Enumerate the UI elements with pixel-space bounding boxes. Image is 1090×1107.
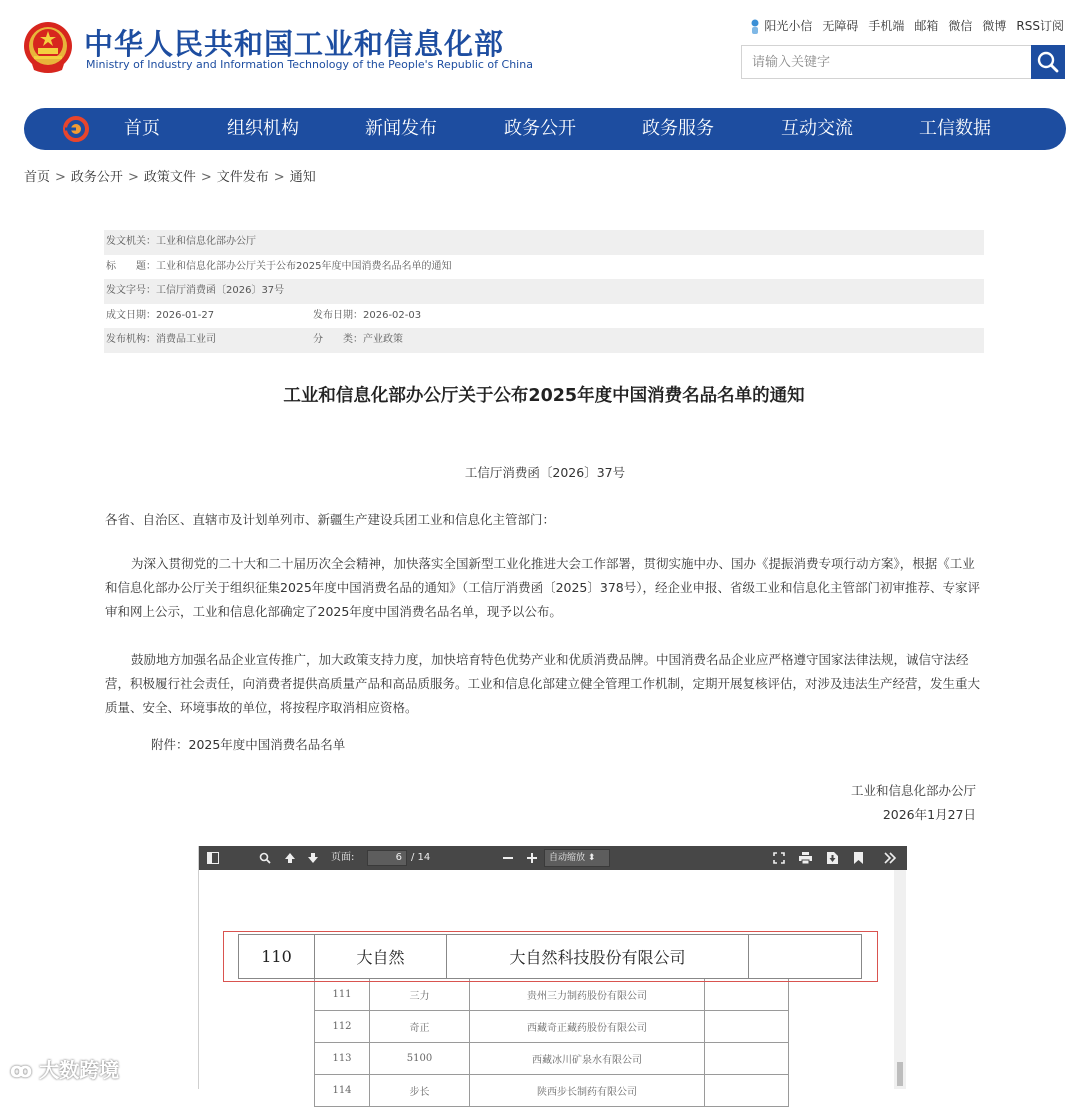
toplink-accessibility[interactable]: 无障碍 xyxy=(822,19,859,34)
print-button[interactable] xyxy=(799,846,812,870)
paragraph-1: 为深入贯彻党的二十大和二十届历次全会精神，加快落实全国新型工业化推进大会工作部署，贯彻实施中办、国办《提振消费专项行动方案》，根据《工业和信息化部办公厅关于组织征集2025年度中国消费名品的通知》（工信厅消费函〔2025〕378号），经企业申报、省级工业和信息化主管部门初审推荐、专家评审和网上公示，工业和信息化部确定了2025年度中国消费名品名单，现予以公布。 xyxy=(105,556,980,619)
highlighted-brand: 大自然 xyxy=(315,935,447,979)
breadcrumb-policy[interactable]: 政策文件 xyxy=(143,170,196,185)
meta-dates xyxy=(104,304,984,329)
nav-organization[interactable]: 组织机构 xyxy=(227,118,299,139)
prev-page-button[interactable] xyxy=(284,846,296,870)
plus-icon xyxy=(527,852,537,864)
table-row: 113 5100 西藏冰川矿泉水有限公司 xyxy=(315,1043,789,1075)
minus-icon xyxy=(503,852,513,864)
meta-created-date: 成文日期：2026-01-27 xyxy=(106,309,215,321)
highlighted-no: 110 xyxy=(239,935,315,979)
meta-category: 分 类：产业政策 xyxy=(313,334,403,345)
next-page-button[interactable] xyxy=(307,846,319,870)
highlighted-row-table xyxy=(238,934,862,979)
arrow-down-icon xyxy=(307,852,319,864)
highlighted-company: 大自然科技股份有限公司 xyxy=(447,935,749,979)
signature-date: 2026年1月27日 xyxy=(882,807,976,822)
page-label: 页面: xyxy=(331,852,355,863)
zoom-in-button[interactable] xyxy=(527,846,537,870)
watermark: ꝏ 大数跨境 xyxy=(10,1058,120,1082)
fullscreen-button[interactable] xyxy=(773,846,785,870)
main-nav xyxy=(24,108,1066,150)
toplink-sunshine[interactable]: 阳光小信 xyxy=(750,17,812,35)
ministry-logo-icon xyxy=(62,116,90,142)
salutation: 各省、自治区、直辖市及计划单列市、新疆生产建设兵团工业和信息化主管部门： xyxy=(105,512,556,527)
table-row: 112 奇正 西藏奇正藏药股份有限公司 xyxy=(315,1011,789,1043)
breadcrumb-releases[interactable]: 文件发布 xyxy=(216,170,269,185)
breadcrumb-gov-affairs[interactable]: 政务公开 xyxy=(70,170,123,185)
search-button[interactable] xyxy=(1031,45,1065,79)
double-chevron-right-icon xyxy=(884,852,896,864)
nav-interaction[interactable]: 互动交流 xyxy=(781,118,853,139)
table-row: 114 步长 陕西步长制药有限公司 xyxy=(315,1075,789,1107)
download-icon xyxy=(827,852,838,864)
bookmark-button[interactable] xyxy=(854,846,863,870)
highlighted-table-row xyxy=(239,935,862,979)
find-button[interactable] xyxy=(259,846,271,870)
names-table xyxy=(314,978,789,1107)
search-icon xyxy=(259,852,271,864)
more-tools-button[interactable] xyxy=(884,846,896,870)
toplink-mobile[interactable]: 手机端 xyxy=(868,19,905,34)
fullscreen-icon xyxy=(773,852,785,864)
signature-block xyxy=(851,779,976,827)
nav-news[interactable]: 新闻发布 xyxy=(365,118,437,139)
pdf-viewer xyxy=(198,846,906,1098)
download-button[interactable] xyxy=(827,846,838,870)
search-input[interactable] xyxy=(742,46,1032,78)
meta-issuer: 发文机关：工业和信息化部办公厅 xyxy=(104,230,984,255)
pdf-scrollbar-thumb[interactable] xyxy=(897,1062,903,1086)
meta-title: 标 题：工业和信息化部办公厅关于公布2025年度中国消费名品名单的通知 xyxy=(106,260,452,272)
zoom-select[interactable]: 自动缩放 ⬍ xyxy=(544,849,610,867)
total-pages: / 14 xyxy=(411,852,431,863)
toplink-rss[interactable]: RSS订阅 xyxy=(1016,19,1064,34)
meta-published-date: 发布日期：2026-02-03 xyxy=(313,309,422,321)
search-icon xyxy=(1031,45,1065,79)
document-number: 工信厅消费函〔2026〕37号 xyxy=(464,465,626,480)
breadcrumb-notice[interactable]: 通知 xyxy=(289,170,316,185)
toplink-weibo[interactable]: 微博 xyxy=(982,19,1007,34)
breadcrumb-home[interactable]: 首页 xyxy=(24,170,51,185)
pdf-page xyxy=(199,870,895,1098)
toplink-mail[interactable]: 邮箱 xyxy=(914,19,939,34)
sidebar-toggle-button[interactable] xyxy=(207,846,219,870)
nav-gov-services[interactable]: 政务服务 xyxy=(642,118,714,139)
meta-agency-row xyxy=(104,328,984,353)
top-links xyxy=(750,17,1064,35)
search-box xyxy=(741,45,1065,79)
meta-agency: 发布机构：消费品工业司 xyxy=(106,334,216,345)
highlighted-extra xyxy=(749,935,862,979)
pdf-toolbar xyxy=(199,846,907,870)
paragraph-2: 鼓励地方加强名品企业宣传推广，加大政策支持力度，加快培育特色优势产业和优质消费品牌。中国消费名品企业应严格遵守国家法律法规，诚信守法经营，积极履行社会责任，向消费者提供高质量产品和高品质服务。工业和信息化部建立健全管理工作机制，定期开展复核评估，对涉及违法生产经营，发生重大质量、安全、环境事故的单位，将按程序取消相应资格。 xyxy=(105,652,981,715)
robot-icon xyxy=(750,19,760,35)
page-number-input[interactable]: 6 xyxy=(367,850,407,866)
nav-gov-affairs[interactable]: 政务公开 xyxy=(504,118,576,139)
document-title: 工业和信息化部办公厅关于公布2025年度中国消费名品名单的通知 xyxy=(283,386,805,406)
site-title-en: Ministry of Industry and Information Technology of the People's Republic of China xyxy=(86,58,533,71)
print-icon xyxy=(799,852,812,864)
national-emblem-logo[interactable] xyxy=(22,20,74,74)
arrow-up-icon xyxy=(284,852,296,864)
zoom-out-button[interactable] xyxy=(503,846,513,870)
breadcrumb: 首页 > 政务公开 > 政策文件 > 文件发布 > 通知 xyxy=(24,170,316,185)
toplink-wechat[interactable]: 微信 xyxy=(948,19,973,34)
attachment-link[interactable]: 附件：2025年度中国消费名品名单 xyxy=(151,737,346,752)
document-meta-table xyxy=(104,230,984,353)
signature-org: 工业和信息化部办公厅 xyxy=(850,783,976,798)
nav-home[interactable]: 首页 xyxy=(124,118,160,139)
site-title-cn[interactable]: 中华人民共和国工业和信息化部 xyxy=(84,27,505,61)
watermark-logo-icon: ꝏ xyxy=(10,1058,33,1082)
bookmark-icon xyxy=(854,852,863,864)
sidebar-icon xyxy=(207,852,219,864)
nav-data[interactable]: 工信数据 xyxy=(919,118,991,139)
pdf-scrollbar[interactable] xyxy=(894,870,906,1089)
table-row: 111 三力 贵州三力制药股份有限公司 xyxy=(315,979,789,1011)
meta-doc-number: 发文字号：工信厅消费函〔2026〕37号 xyxy=(104,279,984,304)
